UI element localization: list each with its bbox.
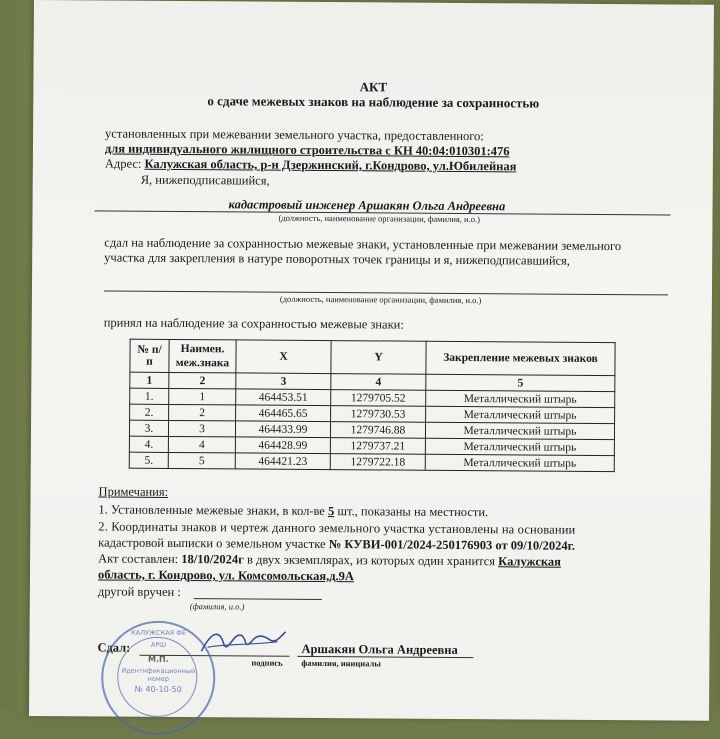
signer-name: Аршакян Ольга Андреевна (301, 641, 458, 657)
address-value: Калужская область, р-н Дзержинский, г.Кондрово, ул.Юбилейная (144, 156, 517, 174)
extract-number: № КУВИ-001/2024-250176903 от 09/10/2024г. (328, 537, 576, 553)
handover-line-2: участка для закрепления в натуре поворотных точек границы и я, нижеподписавшийся, (104, 250, 571, 268)
cell-number: 2. (130, 404, 169, 420)
header-name: Наимен. меж.знака (169, 339, 236, 372)
caption-fio: (фамилия, и.о.) (189, 601, 245, 612)
cell-name: 1 (169, 388, 236, 404)
cell-x: 464453.51 (236, 389, 331, 406)
cell-fixing: Металлический штырь (425, 422, 614, 439)
note-2-line-1: 2. Координаты знаков и чертеж данного земельного участка установлены на основании (98, 519, 576, 537)
header-number: № п/п (130, 339, 169, 372)
cell-number: 3. (129, 420, 168, 436)
stamp-text-4: номер (147, 674, 169, 683)
col-number: 1 (130, 372, 169, 388)
handover-line-1: сдал на наблюдение за сохранностью межевые знаки, установленные при межевании земельного (104, 235, 622, 254)
address-label: Адрес: (104, 156, 142, 171)
cell-name: 3 (168, 420, 235, 436)
doc-title: АКТ (359, 79, 388, 95)
act-date: 18/10/2024г (181, 552, 244, 567)
header-fixing: Закрепление межевых знаков (426, 341, 615, 375)
stamp-text-1: КАЛУЖСКАЯ ФЕ (131, 628, 187, 638)
cell-number: 5. (129, 452, 168, 468)
header-y: Y (331, 341, 426, 375)
cell-y: 1279737.21 (330, 438, 425, 455)
name-caption: фамилия, инициалы (301, 657, 381, 669)
cell-name: 2 (169, 404, 236, 420)
cell-y: 1279705.52 (331, 390, 426, 407)
handed-text: другой вручен : (97, 584, 181, 600)
col-number: 5 (426, 374, 615, 391)
act-place-1: Калужская (498, 554, 562, 569)
col-number: 4 (331, 374, 426, 391)
table-row (129, 452, 614, 471)
cell-name: 5 (168, 452, 235, 468)
document-page (29, 0, 714, 721)
cell-number: 4. (129, 436, 168, 452)
cell-fixing: Металлический штырь (426, 390, 615, 407)
caption-position-1: (должность, наименование организации, фамилия, и.о.) (278, 212, 480, 225)
undersigned-text: Я, нижеподписавшийся, (140, 172, 270, 188)
purpose-text: для индивидуального жилищного строительства с КН 40:04:010301:476 (104, 141, 510, 159)
notes-heading: Примечания: (98, 484, 169, 499)
cell-x: 464465.65 (236, 405, 331, 422)
doc-subtitle: о сдаче межевых знаков на наблюдение за сохранностью (207, 93, 540, 111)
cell-x: 464433.99 (235, 421, 330, 438)
cell-fixing: Металлический штырь (425, 454, 614, 471)
col-number: 3 (236, 373, 331, 390)
handwritten-signature (197, 621, 287, 662)
table-header-row (130, 339, 615, 375)
cell-number: 1. (130, 388, 169, 404)
note-2-line-2: кадастровой выписки о земельном участке № КУВИ-001/2024-250176903 от 09/10/2024г. (98, 535, 576, 553)
cell-fixing: Металлический штырь (425, 438, 614, 455)
address-row (105, 156, 517, 174)
marks-count: 5 (327, 504, 335, 519)
cell-x: 464428.99 (235, 437, 330, 454)
marks-table (129, 339, 616, 472)
stamp-text-3: Идентификационный (121, 666, 196, 676)
intro-line: установленных при межевании земельного участка, предоставленного: (105, 126, 484, 144)
cell-fixing: Металлический штырь (426, 406, 615, 423)
engineer-name: кадастровый инженер Аршакян Ольга Андреевна (228, 197, 506, 214)
caption-position-2: (должность, наименование организации, фамилия, и.о.) (279, 293, 482, 306)
stamp-text-5: № 40-10-50 (134, 684, 182, 695)
sign-caption: подпись (251, 657, 283, 668)
cell-name: 4 (168, 436, 235, 452)
handed-over-label: Сдал: (97, 640, 131, 655)
header-x: X (236, 340, 331, 374)
cell-y: 1279730.53 (331, 406, 426, 423)
cell-y: 1279746.88 (330, 422, 425, 439)
accepted-text: принял на наблюдение за сохранностью межевые знаки: (103, 315, 404, 332)
act-place-2: область, г. Кондрово, ул. Комсомольская,д.9А (97, 567, 355, 584)
stamp-mp: М.П. (147, 654, 169, 664)
cell-x: 464421.23 (235, 453, 330, 470)
note-1: 1. Установленные межевые знаки, в кол-ве 5 шт., показаны на местности. (98, 502, 489, 520)
handed-line (194, 598, 322, 600)
stamp-text-2: АРШ (150, 640, 167, 649)
cell-y: 1279722.18 (330, 454, 425, 471)
act-line-1: Акт составлен: 18/10/2024г в двух экземплярах, из которых один хранится Калужская (98, 551, 562, 569)
col-number: 2 (169, 372, 236, 388)
